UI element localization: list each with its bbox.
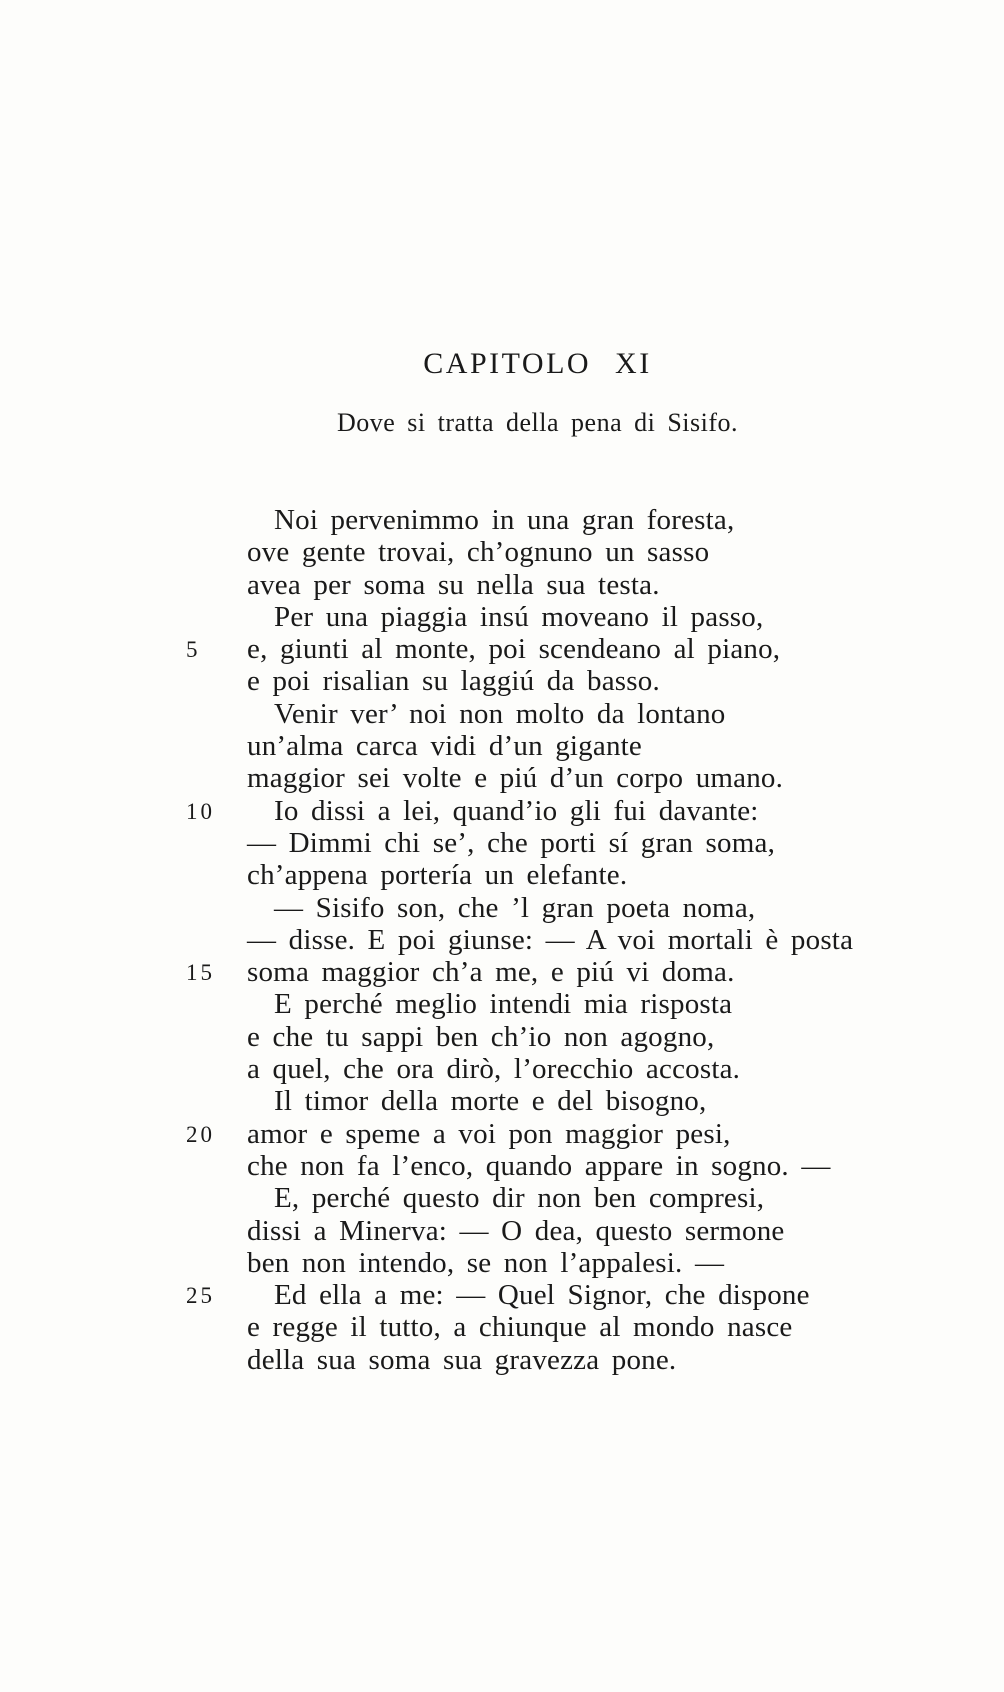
verse-text: — disse. E poi giunse: — A voi mortali è posta xyxy=(247,923,854,956)
verse-line xyxy=(0,1247,1004,1279)
verse-line xyxy=(0,504,1004,536)
verse-line xyxy=(0,1150,1004,1182)
verse-line xyxy=(0,1053,1004,1085)
poem xyxy=(0,504,1004,1376)
verse-line xyxy=(0,795,1004,827)
verse-text: Noi pervenimmo in una gran foresta, xyxy=(274,504,735,536)
verse-line xyxy=(0,601,1004,633)
verse-line xyxy=(0,665,1004,697)
line-number: 20 xyxy=(186,1121,215,1147)
verse-line xyxy=(0,1311,1004,1343)
verse-text: ch’appena portería un elefante. xyxy=(247,859,628,892)
line-number: 10 xyxy=(186,798,215,824)
verse-text: amor e speme a voi pon maggior pesi, xyxy=(247,1117,731,1150)
verse-text: un’alma carca vidi d’un gigante xyxy=(247,730,642,763)
verse-text: E, perché questo dir non ben compresi, xyxy=(274,1182,765,1215)
verse-line xyxy=(0,924,1004,956)
line-number: 15 xyxy=(186,960,215,986)
verse-text: e poi risalian su laggiú da basso. xyxy=(247,665,660,698)
verse-line xyxy=(0,892,1004,924)
verse-text: a quel, che ora dirò, l’orecchio accosta. xyxy=(247,1053,741,1086)
verse-text: ove gente trovai, ch’ognuno un sasso xyxy=(247,536,710,569)
chapter-subtitle: Dove si tratta della pena di Sisifo. xyxy=(336,408,739,437)
verse-text: maggior sei volte e piú d’un corpo umano. xyxy=(247,762,784,795)
chapter-title: CAPITOLO XI xyxy=(423,347,652,380)
verse-line xyxy=(0,1344,1004,1376)
verse-text: Ed ella a me: — Quel Signor, che dispone xyxy=(274,1279,810,1312)
verse-line xyxy=(0,956,1004,988)
verse-text: dissi a Minerva: — O dea, questo sermone xyxy=(247,1214,785,1247)
verse-text: Io dissi a lei, quand’io gli fui davante: xyxy=(274,794,759,827)
line-number: 5 xyxy=(186,637,201,663)
verse-line xyxy=(0,569,1004,601)
verse-line xyxy=(0,536,1004,568)
line-number: 25 xyxy=(186,1283,215,1309)
verse-text: ben non intendo, se non l’appalesi. — xyxy=(247,1246,725,1279)
verse-text: E perché meglio intendi mia risposta xyxy=(274,988,733,1021)
verse-text: soma maggior ch’a me, e piú vi doma. xyxy=(247,956,735,989)
verse-text: e regge il tutto, a chiunque al mondo nasce xyxy=(247,1311,793,1344)
verse-text: e che tu sappi ben ch’io non agogno, xyxy=(247,1020,715,1053)
verse-line xyxy=(0,1021,1004,1053)
verse-text: Il timor della morte e del bisogno, xyxy=(274,1085,707,1118)
verse-line xyxy=(0,1215,1004,1247)
verse-text: — Sisifo son, che ’l gran poeta noma, xyxy=(274,891,756,924)
verse-line xyxy=(0,827,1004,859)
verse-line xyxy=(0,1118,1004,1150)
verse-text: che non fa l’enco, quando appare in sogno. — xyxy=(247,1149,831,1182)
verse-line xyxy=(0,988,1004,1020)
verse-text: Venir ver’ noi non molto da lontano xyxy=(274,697,726,730)
verse-line xyxy=(0,730,1004,762)
verse-text: Per una piaggia insú moveano il passo, xyxy=(274,600,764,633)
verse-line xyxy=(0,762,1004,794)
verse-text: avea per soma su nella sua testa. xyxy=(247,568,660,601)
verse-line xyxy=(0,633,1004,665)
verse-line xyxy=(0,698,1004,730)
verse-line xyxy=(0,1279,1004,1311)
verse-text: e, giunti al monte, poi scendeano al piano, xyxy=(247,633,781,666)
verse-line xyxy=(0,859,1004,891)
verse-text: — Dimmi chi se’, che porti sí gran soma, xyxy=(247,826,776,859)
verse-text: della sua soma sua gravezza pone. xyxy=(247,1343,677,1376)
verse-line xyxy=(0,1182,1004,1214)
verse-line xyxy=(0,1085,1004,1117)
